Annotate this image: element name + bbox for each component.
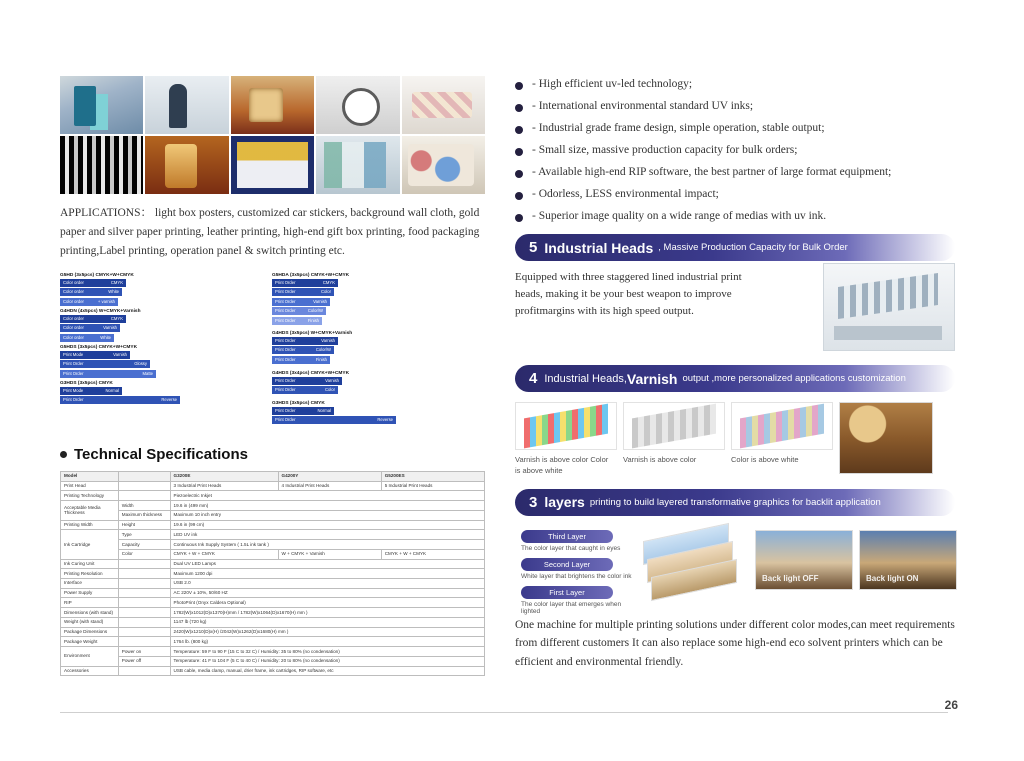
table-row: Acceptable Media Thickness Width 19.6 in (499 mm) — [61, 501, 485, 511]
color-bar: Print Order Matte — [60, 370, 156, 378]
table-row: Printing Width Height 19.6 in (99 cm) — [61, 520, 485, 530]
table-row: Environment Power on Temperature: 59 F to 90 F (15 C to 32 C) / Humidity: 35 to 80% (no condensation) — [61, 647, 485, 657]
layers-diagram — [515, 526, 955, 615]
color-bar: Print Order Finish — [272, 356, 330, 364]
color-bar: Print Order Normal — [272, 407, 334, 415]
bullet-dot-icon — [515, 192, 523, 200]
layer-caption-second: White layer that brightens the color ink — [521, 572, 632, 580]
color-mode-diagram — [60, 272, 485, 423]
color-bar: Print Order Reverse — [272, 416, 396, 424]
color-bar: Print Order Varnish — [272, 377, 342, 385]
color-bar: Color order White — [60, 288, 122, 296]
layer-stack-illustration — [643, 532, 739, 594]
bullet-dot-icon — [515, 82, 523, 90]
section-banner-varnish: 4 Industrial Heads, Varnish output ,more personalized applications customization — [515, 365, 955, 392]
feature-item: - Odorless, LESS environmental impact; — [515, 188, 955, 200]
color-mode-block: G5HD (3x5pcs) CMYK+W+CMYK Color order CMYK Color order White Color order + varnish — [60, 272, 134, 304]
layer-pill-third: Third Layer — [521, 530, 613, 543]
varnish-sample-row — [515, 402, 955, 477]
gallery-image-wall-cloth-signage — [231, 136, 314, 194]
table-row: Printing Technology Piezoelectric Inkjet — [61, 491, 485, 501]
feature-item: - High efficient uv-led technology; — [515, 78, 955, 90]
section-industrial-heads: Equipped with three staggered lined industrial print heads, making it be your best weapon to improve profitmargins with its high speed output. — [515, 269, 955, 353]
color-mode-block: G3HDS (3x5pcs) CMYK Print Mode Normal Print Order Reverse — [60, 381, 210, 406]
gallery-image-packaging-samples — [402, 136, 485, 194]
table-row: RIP PhotoPrint (Onyx Caldera Optional) — [61, 598, 485, 608]
printed-artwork-sample — [839, 402, 933, 474]
color-mode-block: G5HDS (3x5pcs) CMYK+W+CMYK Print Mode Varnish Print Order Glossy Print Order Matte — [60, 345, 180, 380]
color-bar: Color order CMYK — [60, 315, 126, 323]
varnish-caption: Varnish is above color — [623, 455, 697, 464]
table-row: Maximum thickness Maximum 10 inch entry — [61, 510, 485, 520]
color-bar: Print Order Color/W — [272, 346, 334, 354]
applications-text: APPLICATIONS： light box posters, customized car stickers, background wall cloth, gold paper and silver paper printing, leather printing, high-end gift box printing, food packaging printing,Label printing, operation panel & switch printing etc. — [60, 207, 480, 257]
color-bar: Color order White — [60, 334, 114, 342]
varnish-sample-image — [623, 402, 725, 450]
varnish-card — [623, 402, 723, 465]
table-row: Package Weight 1764 lb. (800 kg) — [61, 637, 485, 647]
printer-illustration — [823, 263, 955, 351]
application-gallery — [60, 76, 485, 194]
color-mode-block: G4HDN (4x5pcs) W+CMYK+Varnish Color order CMYK Color order Varnish Color order White — [60, 308, 141, 340]
varnish-card — [731, 402, 831, 465]
backlit-off-sample: Back light OFF — [755, 530, 853, 590]
specifications-table — [60, 471, 485, 676]
varnish-sample-image — [515, 402, 617, 450]
feature-item: - Industrial grade frame design, simple operation, stable output; — [515, 122, 955, 134]
gallery-image-wall-clock-decor — [316, 76, 399, 134]
color-bar: Print Order CMYK — [272, 279, 338, 287]
table-row: Interface USB 2.0 — [61, 578, 485, 588]
left-column — [60, 76, 485, 676]
feature-item: - Available high-end RIP software, the best partner of large format equipment; — [515, 166, 955, 178]
color-bar: Print Mode Varnish — [60, 351, 130, 359]
color-bar: Print Order Color — [272, 288, 334, 296]
layer-legend — [521, 530, 637, 621]
feature-item: - International environmental standard UV inks; — [515, 100, 955, 112]
feature-list — [515, 78, 955, 222]
page-number: 26 — [944, 698, 958, 712]
technical-specifications-title: Technical Specifications — [60, 446, 485, 463]
table-header-row: Model G3200E G4200Y G5200ES — [61, 471, 485, 481]
color-bar: Print Mode Normal — [60, 387, 122, 395]
color-bar: Color order CMYK — [60, 279, 126, 287]
bullet-dot-icon — [515, 170, 523, 178]
table-row: Ink Curing Unit Dual UV LED Lamps — [61, 559, 485, 569]
varnish-sample-image — [731, 402, 833, 450]
table-row: Power off Temperature: 41 F to 104 F (5 C to 40 C) / Humidity: 20 to 80% (no condensation) — [61, 656, 485, 666]
backlit-on-sample: Back light ON — [859, 530, 957, 590]
table-row: Print Head 3 Industrial Print Heads 4 Industrial Print Heads 5 Industrial Print Heads — [61, 481, 485, 491]
table-row: Capacity Continuous Ink Supply System ( 1.5L ink tank ) — [61, 540, 485, 550]
varnish-caption: Varnish is above color Color is above white — [515, 455, 609, 476]
closing-paragraph: One machine for multiple printing solutions under different color modes,can meet requirements from different customers It can also replace some high-end eco solvent printers which can be efficient and environmental friendly. — [515, 618, 955, 669]
gallery-image-glass-window-sticker — [316, 136, 399, 194]
gallery-image-mannequin-display — [145, 76, 228, 134]
feature-item: - Superior image quality on a wide range of medias with uv ink. — [515, 210, 955, 222]
color-mode-block: G5HDA (3x5pcs) CMYK+W+CMYK Print Order CMYK Print Order Color Print Order Varnish Print Order Color/W Print Order Finish — [272, 272, 350, 323]
color-bar: Print Order Varnish — [272, 337, 338, 345]
right-column — [515, 78, 955, 672]
section-banner-industrial-heads: 5 Industrial Heads , Massive Production Capacity for Bulk Order — [515, 234, 955, 261]
gallery-image-leather-printing — [402, 76, 485, 134]
bullet-dot-icon — [515, 214, 523, 222]
varnish-card — [515, 402, 615, 477]
layer-caption-first: The color layer that emerges when lighted — [521, 600, 622, 615]
table-row: Dimensions (with stand) 1782(W)x1012(D)x1370(H)mm / 1782(W)x1064(D)x1670(H) mm ) — [61, 608, 485, 618]
color-bar: Print Order Color — [272, 386, 338, 394]
color-bar: Print Order Finish — [272, 317, 322, 325]
color-bar: Print Order Reverse — [60, 396, 180, 404]
varnish-caption: Color is above white — [731, 455, 799, 464]
color-mode-block: G3HDS (3x5pcs) CMYK Print Order Normal Print Order Reverse — [272, 401, 442, 426]
table-row: Accessories USB cable, media clamp, manual, drier frame, ink cartridges, RIP software, etc — [61, 666, 485, 676]
color-bar: Color order Varnish — [60, 324, 120, 332]
layer-caption-third: The color layer that caught in eyes — [521, 544, 621, 552]
bullet-dot-icon — [515, 104, 523, 112]
layer-pill-first: First Layer — [521, 586, 613, 599]
table-row: Color CMYK + W + CMYK W + CMYK + Varnish CMYK + W + CMYK — [61, 549, 485, 559]
gallery-image-gold-paper-box — [145, 136, 228, 194]
section-banner-three-layers: 3 layers printing to build layered transformative graphics for backlit application — [515, 489, 955, 516]
color-bar: Print Order Varnish — [272, 298, 330, 306]
table-row: Weight (with stand) 1147 lb (720 kg) — [61, 617, 485, 627]
table-row: Ink Cartridge Type LED UV ink — [61, 530, 485, 540]
color-bar: Color order + varnish — [60, 298, 118, 306]
gallery-image-black-white-pattern — [60, 136, 143, 194]
color-bar: Print Order Glossy — [60, 360, 150, 368]
table-row: Package Dimensions 2420(W)x1210(D)x(H) /2042(W)x1262(D)x1680(H) mm ) — [61, 627, 485, 637]
feature-item: - Small size, massive production capacity for bulk orders; — [515, 144, 955, 156]
bullet-dot-icon — [515, 126, 523, 134]
footer-divider — [60, 712, 948, 713]
bullet-dot-icon — [60, 451, 67, 458]
gallery-image-light-box-poster — [60, 76, 143, 134]
layer-pill-second: Second Layer — [521, 558, 613, 571]
color-bar: Print Order Color/W — [272, 307, 326, 315]
bullet-dot-icon — [515, 148, 523, 156]
table-row: Power Supply AC 220V ± 10%, 50/60 HZ — [61, 588, 485, 598]
gallery-image-gift-box-printing — [231, 76, 314, 134]
color-mode-block: G4HDS (3x5pcs) W+CMYK+Varnish Print Order Varnish Print Order Color/W Print Order Finish — [272, 330, 353, 362]
color-mode-block: G4HDS (3x4pcs) CMYK+W+CMYK Print Order Varnish Print Order Color — [272, 370, 350, 393]
table-row: Printing Resolution Maximum 1200 dpi — [61, 569, 485, 579]
